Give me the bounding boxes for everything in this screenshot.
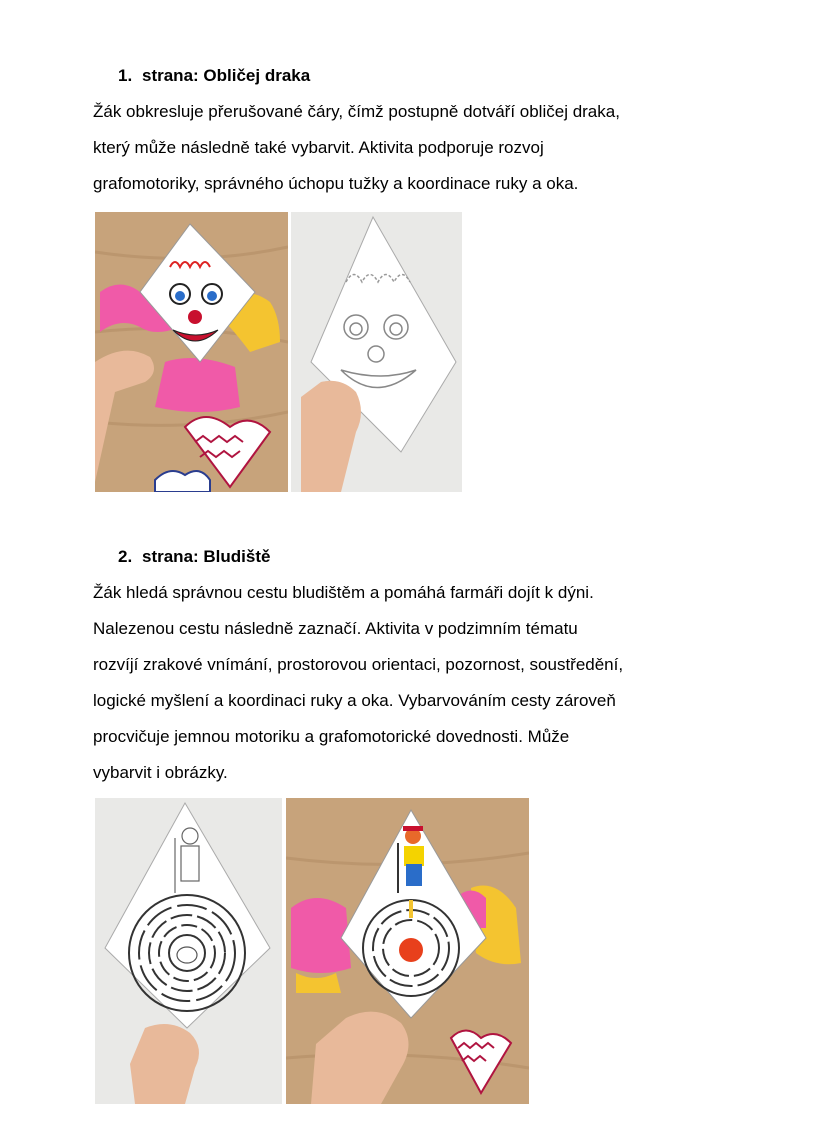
section-1-number: 1. [118, 66, 133, 85]
section-2-title: strana: Bludiště [142, 547, 271, 566]
paragraph-line: grafomotoriky, správného úchopu tužky a koordinace ruky a oka. [93, 174, 579, 193]
section-2-paragraph [93, 575, 753, 791]
photo-colored-dragon-face [95, 212, 288, 492]
paragraph-line: Žák obkresluje přerušované čáry, čímž postupně dotváří obličej draka, [93, 102, 620, 121]
paragraph-line: procvičuje jemnou motoriku a grafomotorické dovednosti. Může [93, 727, 570, 746]
section-1-title: strana: Obličej draka [142, 66, 311, 85]
paragraph-line: vybarvit i obrázky. [93, 763, 228, 782]
section-1-heading [118, 66, 310, 86]
paragraph-line: logické myšlení a koordinaci ruky a oka. Vybarvováním cesty zároveň [93, 691, 616, 710]
photo-outline-dragon-face [291, 212, 462, 492]
paragraph-line: rozvíjí zrakové vnímání, prostorovou orientaci, pozornost, soustředění, [93, 655, 624, 674]
section-2-number: 2. [118, 547, 133, 566]
paragraph-line: Nalezenou cestu následně zaznačí. Aktivita v podzimním tématu [93, 619, 578, 638]
paragraph-line: který může následně také vybarvit. Aktivita podporuje rozvoj [93, 138, 544, 157]
section-1-paragraph [93, 94, 753, 202]
photo-outline-maze [95, 798, 282, 1104]
paragraph-line: Žák hledá správnou cestu bludištěm a pomáhá farmáři dojít k dýni. [93, 583, 594, 602]
section-2-heading [118, 547, 270, 567]
photo-colored-maze [286, 798, 529, 1104]
